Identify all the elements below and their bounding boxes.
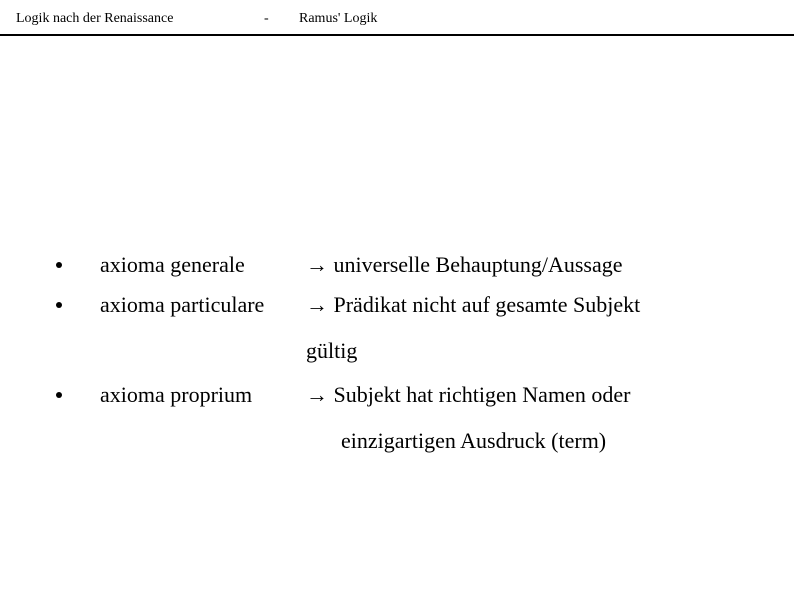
term-label: axioma generale — [100, 252, 245, 277]
term-label: axioma proprium — [100, 382, 253, 407]
header-divider — [0, 34, 794, 36]
term-description: → Subjekt hat richtigen Namen oder — [306, 382, 631, 407]
term-description: → Prädikat nicht auf gesamte Subjekt — [306, 292, 641, 317]
bullet-icon — [56, 262, 62, 268]
bullet-icon — [56, 302, 62, 308]
header-separator: - — [264, 11, 269, 26]
term-description-continuation: gültig — [306, 338, 358, 363]
term-description-continuation: einzigartigen Ausdruck (term) — [341, 428, 607, 453]
bullet-icon — [56, 392, 62, 398]
header-topic-title: Ramus' Logik — [299, 11, 378, 26]
header-section-title: Logik nach der Renaissance — [16, 11, 174, 26]
term-description: → universelle Behauptung/Aussage — [306, 252, 623, 277]
slide-header — [0, 0, 794, 36]
term-label: axioma particulare — [100, 292, 265, 317]
